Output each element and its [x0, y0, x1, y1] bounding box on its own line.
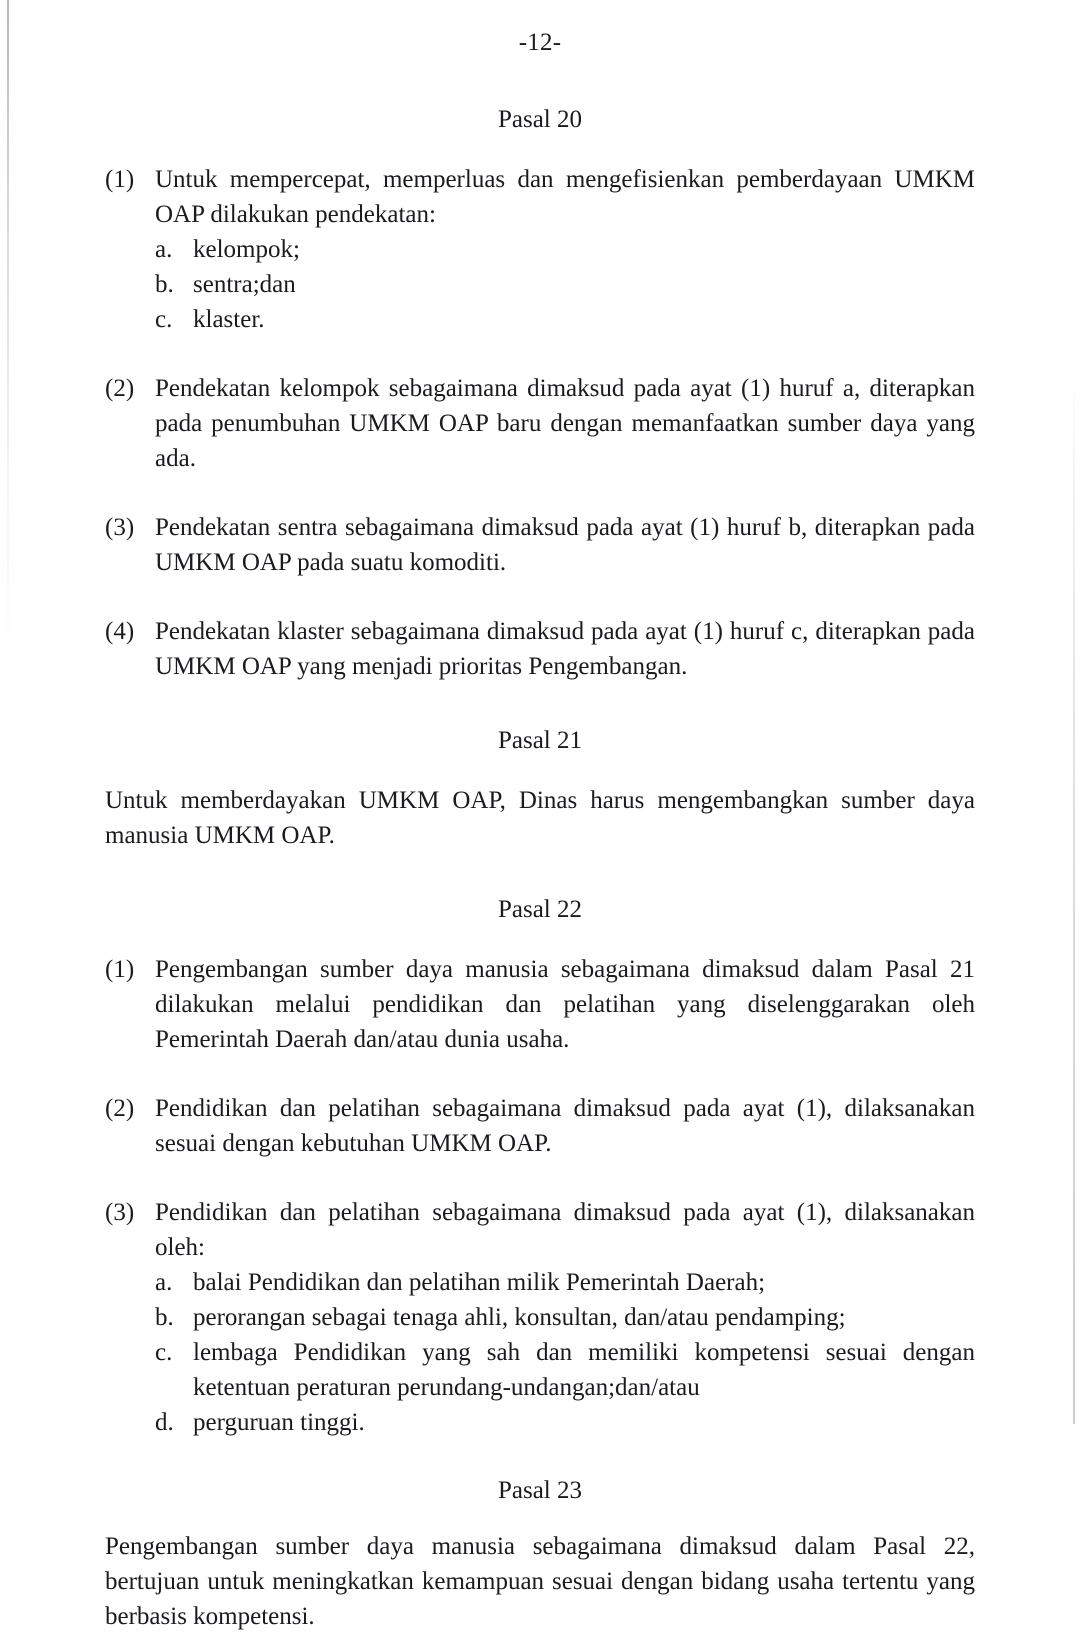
clause-marker: (2) — [105, 1095, 135, 1122]
pasal-heading-22: Pasal 22 — [497, 896, 583, 923]
subitem-text: perguruan tinggi. — [193, 1409, 365, 1436]
clause-marker: (2) — [105, 375, 135, 402]
subitem-marker: d. — [155, 1409, 174, 1436]
clause-22-2 — [105, 1091, 975, 1161]
subitem-marker: c. — [155, 306, 173, 333]
subitem-22-3-d — [155, 1405, 975, 1440]
subitem-text: balai Pendidikan dan pelatihan milik Pemerintah Daerah; — [193, 1269, 766, 1296]
subitem-text: lembaga Pendidikan yang sah dan memiliki kompetensi sesuai dengan ketentuan peraturan perundang-undangan;dan/atau — [193, 1339, 975, 1401]
subitem-text: klaster. — [193, 306, 265, 333]
clause-marker: (3) — [105, 514, 135, 541]
clause-marker: (1) — [105, 166, 135, 193]
pasal-23-paragraph: Pengembangan sumber daya manusia sebagaimana dimaksud dalam Pasal 22, bertujuan untuk meningkatkan kemampuan sesuai dengan bidang usaha tertentu yang berbasis kompetensi. — [105, 1533, 975, 1630]
clause-marker: (1) — [105, 956, 135, 983]
pasal-heading-20: Pasal 20 — [497, 106, 583, 133]
subitem-22-3-c — [155, 1335, 975, 1405]
subitem-20-1-b — [155, 267, 975, 302]
subitem-marker: b. — [155, 1304, 174, 1331]
clause-20-3 — [105, 510, 975, 580]
subitem-marker: a. — [155, 1269, 173, 1296]
subitem-text: perorangan sebagai tenaga ahli, konsultan, dan/atau pendamping; — [193, 1304, 846, 1331]
subitem-marker: a. — [155, 236, 173, 263]
clause-body: Pendekatan kelompok sebagaimana dimaksud pada ayat (1) huruf a, diterapkan pada penumbuhan UMKM OAP baru dengan memanfaatkan sumber daya yang ada. — [155, 375, 975, 472]
clause-body: Pendidikan dan pelatihan sebagaimana dimaksud pada ayat (1), dilaksanakan sesuai dengan kebutuhan UMKM OAP. — [155, 1095, 975, 1157]
pasal-21-paragraph: Untuk memberdayakan UMKM OAP, Dinas harus mengembangkan sumber daya manusia UMKM OAP. — [105, 787, 975, 849]
clause-marker: (4) — [105, 618, 135, 645]
page-number: -12- — [518, 29, 562, 56]
clause-22-1 — [105, 952, 975, 1057]
subitem-20-1-a — [155, 232, 975, 267]
subitem-22-3-a — [155, 1265, 975, 1300]
clause-22-3 — [105, 1195, 975, 1440]
clause-body: Pendekatan sentra sebagaimana dimaksud pada ayat (1) huruf b, diterapkan pada UMKM OAP pada suatu komoditi. — [155, 514, 975, 576]
clause-20-2 — [105, 371, 975, 476]
clause-20-4 — [105, 614, 975, 684]
clause-body: Pendekatan klaster sebagaimana dimaksud pada ayat (1) huruf c, diterapkan pada UMKM OAP yang menjadi prioritas Pengembangan. — [155, 618, 975, 680]
clause-body — [155, 1195, 975, 1440]
clause-20-1 — [105, 162, 975, 337]
pasal-heading-21: Pasal 21 — [497, 727, 583, 754]
clause-body: Pengembangan sumber daya manusia sebagaimana dimaksud dalam Pasal 21 dilakukan melalui pendidikan dan pelatihan yang diselenggarakan oleh Pemerintah Daerah dan/atau dunia usaha. — [155, 956, 975, 1053]
clause-marker: (3) — [105, 1199, 135, 1226]
subitem-22-3-b — [155, 1300, 975, 1335]
subitem-text: sentra;dan — [193, 271, 296, 298]
clause-body — [155, 162, 975, 337]
subitem-text: kelompok; — [193, 236, 300, 263]
clause-text: Untuk mempercepat, memperluas dan mengefisienkan pemberdayaan UMKM OAP dilakukan pendekatan: — [155, 166, 975, 228]
subitem-marker: b. — [155, 271, 174, 298]
subitem-marker: c. — [155, 1339, 173, 1366]
clause-text: Pendidikan dan pelatihan sebagaimana dimaksud pada ayat (1), dilaksanakan oleh: — [155, 1199, 975, 1261]
pasal-heading-23: Pasal 23 — [497, 1477, 583, 1504]
subitem-20-1-c — [155, 302, 975, 337]
